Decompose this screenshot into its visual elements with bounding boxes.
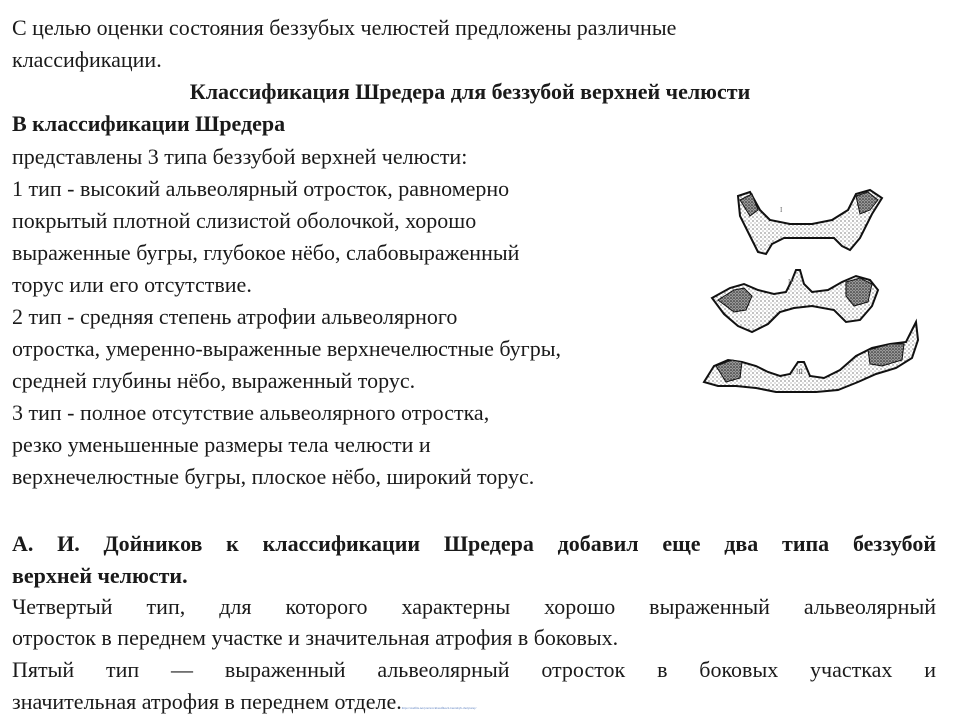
schroeder-line: 3 тип - полное отсутствие альвеолярного отростка,: [12, 400, 490, 425]
slide-title: Классификация Шредера для беззубой верхней челюсти: [189, 79, 751, 104]
schroeder-line: верхнечелюстные бугры, плоское нёбо, широкий торус.: [12, 464, 535, 489]
schroeder-line: резко уменьшенные размеры тела челюсти и: [12, 432, 431, 457]
schroeder-heading: В классификации Шредера: [12, 111, 286, 136]
type-4-line-2: отросток в переднем участке и значительная атрофия в боковых.: [12, 625, 619, 650]
jaw-type-3-label: III: [796, 368, 803, 376]
jaw-type-1-label: I: [780, 206, 783, 214]
schroeder-line: отростка, умеренно-выраженные верхнечелюстные бугры,: [12, 336, 561, 361]
intro-line-2: классификации.: [12, 47, 162, 72]
doinikov-heading-line-1: А. И. Дойников к классификации Шредера добавил еще два типа беззубой: [12, 531, 936, 556]
schroeder-line: средней глубины нёбо, выраженный торус.: [12, 368, 416, 393]
jaw-cross-section-figure: [700, 180, 940, 400]
jaw-type-3-diagram: [704, 322, 918, 392]
type-5-line-1: Пятый тип — выраженный альвеолярный отросток в боковых участках и: [12, 657, 936, 682]
jaw-type-2-label: II: [788, 278, 793, 286]
jaw-type-1-diagram: [738, 190, 882, 254]
source-link[interactable]: https://studfile.net/preview/klassifikacii-bezzubyh-chelyustey/: [401, 706, 477, 710]
schroeder-line: представлены 3 типа беззубой верхней челюсти:: [12, 144, 468, 169]
type-5-line-2: [12, 686, 476, 724]
type-5-line-2-text: значительная атрофия в переднем отделе.: [12, 689, 402, 714]
intro-line-1: С целью оценки состояния беззубых челюстей предложены различные: [12, 15, 677, 40]
type-4-line-1: Четвертый тип, для которого характерны хорошо выраженный альвеолярный: [12, 594, 936, 619]
schroeder-line: выраженные бугры, глубокое нёбо, слабовыраженный: [12, 240, 520, 265]
schroeder-line: торус или его отсутствие.: [12, 272, 252, 297]
doinikov-heading-line-2: верхней челюсти.: [12, 563, 188, 588]
schroeder-line: 1 тип - высокий альвеолярный отросток, равномерно: [12, 176, 510, 201]
schroeder-line: 2 тип - средняя степень атрофии альвеолярного: [12, 304, 458, 329]
schroeder-line: покрытый плотной слизистой оболочкой, хорошо: [12, 208, 477, 233]
jaw-type-2-diagram: [712, 270, 878, 332]
